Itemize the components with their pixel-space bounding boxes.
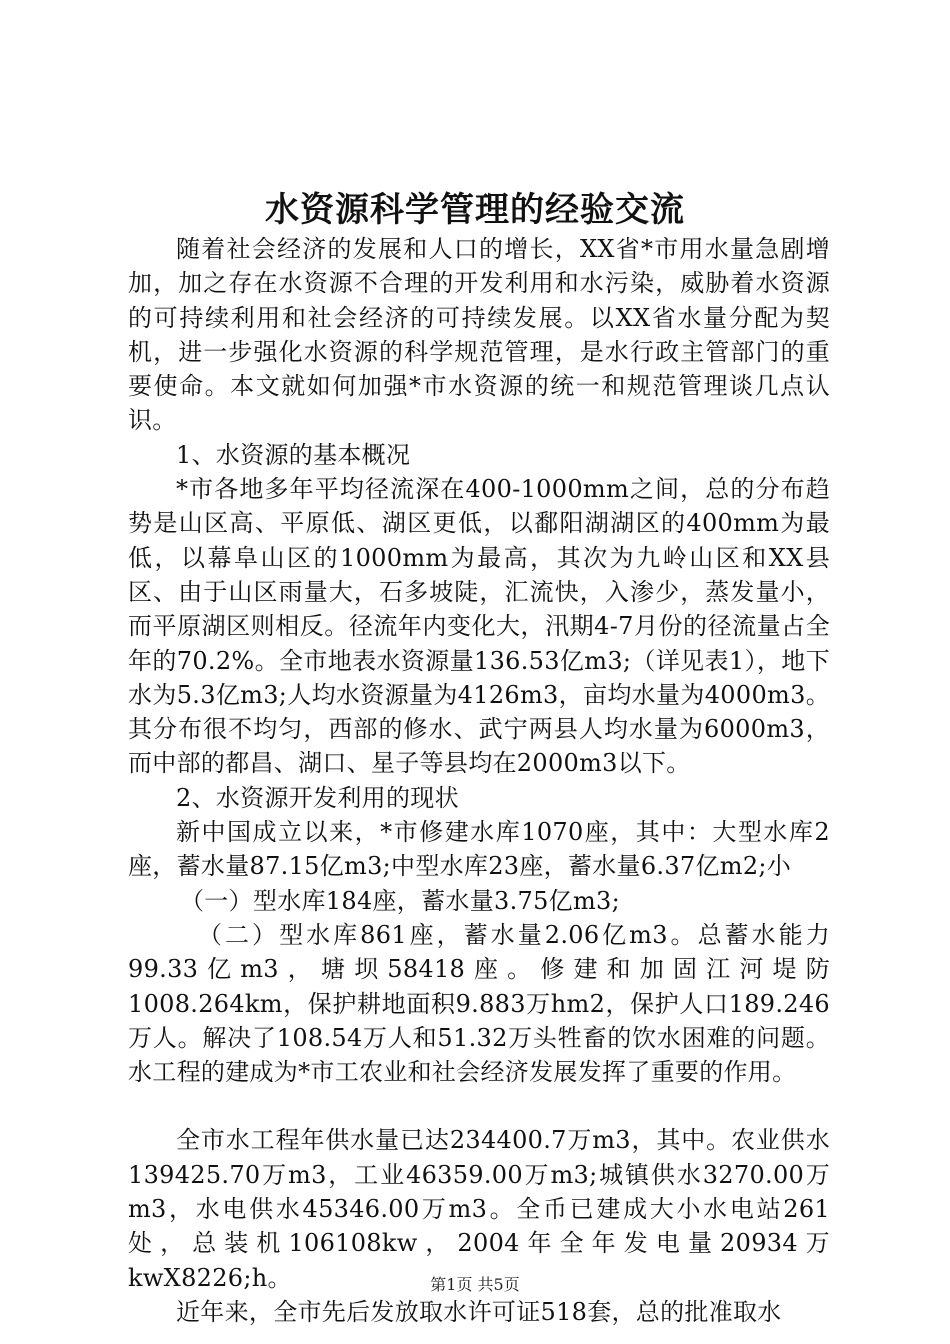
section-heading-2: 2、水资源开发利用的现状: [176, 783, 459, 812]
paragraph-intro: 随着社会经济的发展和人口的增长，XX省*市用水量急剧增加，加之存在水资源不合理的开发利用和水污染，威胁着水资源的可持续利用和社会经济的可持续发展。以XX省水量分配为契机，进一步强化水资源的科学规范管理，是水行政主管部门的重要使命。本文就如何加强*市水资源的统一和规范管理谈几点认识。: [128, 235, 830, 435]
paragraph-overview: *市各地多年平均径流深在400-1000mm之间，总的分布趋势是山区高、平原低、湖区更低，以鄱阳湖湖区的400mm为最低，以幕阜山区的1000mm为最高，其次为九岭山区和XX县区、由于山区雨量大，石多坡陡，汇流快，入渗少，蒸发量小，而平原湖区则相反。径流年内变化大，汛期4-7月份的径流量占全年的70.2%。全市地表水资源量136.53亿m3;（详见表1），地下水为5.3亿m3;人均水资源量为4126m3，亩均水量为4000m3。其分布很不均匀，西部的修水、武宁两县人均水量为6000m3，而中部的都昌、湖口、星子等县均在2000m3以下。: [128, 475, 830, 778]
paragraph-reservoirs: 新中国成立以来，*市修建水库1070座，其中：大型水库2座，蓄水量87.15亿m3;中型水库23座，蓄水量6.37亿m2;小: [128, 818, 830, 881]
paragraph-water-supply: 全市水工程年供水量已达234400.7万m3，其中。农业供水139425.70万m3，工业46359.00万m3;城镇供水3270.00万m3，水电供水45346.00万m3。全币已建成大小水电站261处，总装机106108kw，2004年全年发电量20934万kwX8226;h。: [128, 1126, 830, 1292]
paragraph-permits: 近年来，全市先后发放取水许可证518套，总的批准取水: [176, 1297, 782, 1326]
paragraph-small-reservoirs-2: [128, 918, 830, 1089]
page-footer: 第1页 共5页: [430, 1275, 520, 1294]
paragraph-small-reservoirs-1: （一）型水库184座，蓄水量3.75亿m3;: [180, 886, 620, 915]
document-title: 水资源科学管理的经验交流: [265, 190, 685, 230]
document-body: [128, 232, 830, 1329]
paragraph-small-reservoirs-2-text: （二）型水库861座，蓄水量2.06亿m3。总蓄水能力99.33亿m3，塘坝58418座。修建和加固江河堤防1008.264km，保护耕地面积9.883万hm2，保护人口189.246万人。解决了108.54万人和51.32万头牲畜的饮水困难的问题。水工程的建成为*市工农业和社会经济发展发挥了重要的作用。: [128, 920, 830, 1087]
section-heading-1: 1、水资源的基本概况: [176, 440, 411, 469]
